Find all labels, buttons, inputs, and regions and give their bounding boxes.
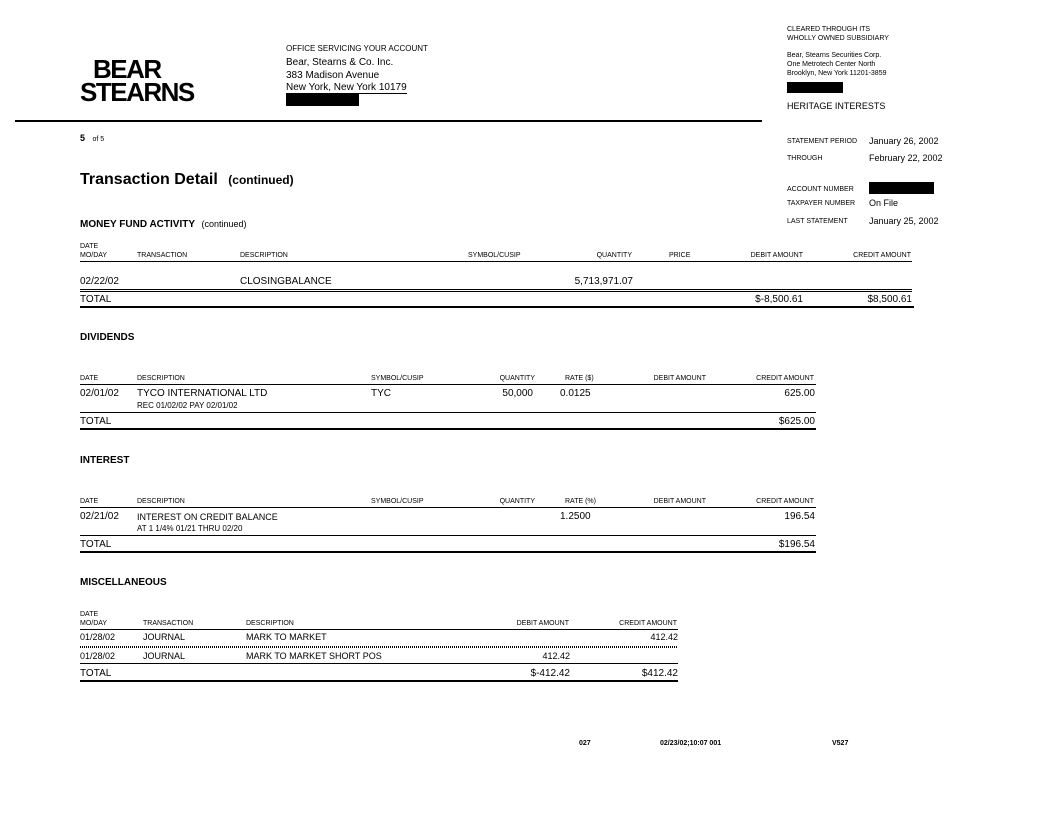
account-number-redacted xyxy=(869,182,934,194)
logo-line-2: STEARNS xyxy=(80,77,194,107)
mf-row-date: 02/22/02 xyxy=(80,276,119,287)
div-row-quantity: 50,000 xyxy=(502,388,533,399)
int-total-rule xyxy=(80,551,816,553)
div-row-description: TYCO INTERNATIONAL LTD xyxy=(137,388,268,399)
footer-code-2: 02/23/02;10:07 001 xyxy=(660,740,722,747)
mf-header-description: DESCRIPTION xyxy=(240,252,288,259)
taxpayer-value: On File xyxy=(869,198,899,208)
div-header-credit: CREDIT AMOUNT xyxy=(756,375,814,382)
misc-header-transaction: TRANSACTION xyxy=(143,620,194,627)
office-line-3: New York, New York 10179 xyxy=(286,82,407,93)
mf-header-transaction: TRANSACTION xyxy=(137,252,188,259)
statement-period-value: January 26, 2002 xyxy=(869,136,939,146)
mf-row-rule-2 xyxy=(80,291,912,292)
div-header-debit: DEBIT AMOUNT xyxy=(653,375,706,382)
clearing-line-1: CLEARED THROUGH ITS xyxy=(787,26,871,33)
int-header-date: DATE xyxy=(80,498,99,505)
div-header-rule xyxy=(80,384,816,385)
int-total-label: TOTAL xyxy=(80,539,112,550)
int-total-credit: $196.54 xyxy=(778,539,815,550)
mf-header-debit: DEBIT AMOUNT xyxy=(750,252,803,259)
taxpayer-label: TAXPAYER NUMBER xyxy=(787,200,856,207)
mf-total-rule xyxy=(80,306,914,308)
money-fund-title xyxy=(80,214,247,232)
int-row-rate: 1.2500 xyxy=(560,511,591,522)
misc-row-2-debit: 412.42 xyxy=(542,651,570,661)
misc-header-moday: MO/DAY xyxy=(80,620,108,627)
mf-header-moday: MO/DAY xyxy=(80,252,108,259)
misc-row-rule xyxy=(80,663,678,664)
footer-code-1: 027 xyxy=(579,740,591,747)
int-header-description: DESCRIPTION xyxy=(137,498,185,505)
mf-header-price: PRICE xyxy=(669,252,691,259)
div-header-description: DESCRIPTION xyxy=(137,375,185,382)
page-number xyxy=(80,128,104,146)
div-row-symbol: TYC xyxy=(371,388,391,399)
div-total-rule xyxy=(80,428,816,430)
mf-header-credit: CREDIT AMOUNT xyxy=(853,252,911,259)
last-statement-label: LAST STATEMENT xyxy=(787,218,848,225)
misc-row-separator xyxy=(80,646,678,648)
misc-header-credit: CREDIT AMOUNT xyxy=(619,620,677,627)
mf-header-date: DATE xyxy=(80,243,99,250)
int-header-debit: DEBIT AMOUNT xyxy=(653,498,706,505)
div-header-rate: RATE ($) xyxy=(565,375,594,382)
misc-total-debit: $-412.42 xyxy=(530,668,570,679)
title-sub: (continued) xyxy=(228,173,294,187)
div-row-description-2: REC 01/02/02 PAY 02/01/02 xyxy=(137,401,238,410)
logo-line-1: BEAR xyxy=(93,54,161,84)
clearing-line-4: One Metrotech Center North xyxy=(787,61,876,68)
div-row-date: 02/01/02 xyxy=(80,388,119,399)
div-header-date: DATE xyxy=(80,375,99,382)
int-header-credit: CREDIT AMOUNT xyxy=(756,498,814,505)
misc-total-credit: $412.42 xyxy=(641,668,678,679)
office-heading: OFFICE SERVICING YOUR ACCOUNT xyxy=(286,44,428,53)
redacted-block xyxy=(787,82,843,93)
misc-row-2-transaction: JOURNAL xyxy=(143,651,186,661)
div-total-label: TOTAL xyxy=(80,416,112,427)
page-of: of 5 xyxy=(92,136,105,143)
misc-row-1-transaction: JOURNAL xyxy=(143,632,186,642)
int-row-description-2: AT 1 1/4% 01/21 THRU 02/20 xyxy=(137,524,243,533)
bear-stearns-logo xyxy=(80,54,194,107)
misc-title: MISCELLANEOUS xyxy=(80,577,167,588)
through-value: February 22, 2002 xyxy=(869,153,943,163)
mf-total-debit: $-8,500.61 xyxy=(755,294,803,305)
int-header-rate: RATE (%) xyxy=(565,498,596,505)
div-row-credit: 625.00 xyxy=(784,388,815,399)
money-fund-title-sub: (continued) xyxy=(201,219,247,229)
misc-row-2-description: MARK TO MARKET SHORT POS xyxy=(246,651,382,661)
misc-total-label: TOTAL xyxy=(80,668,112,679)
header-rule xyxy=(15,120,762,122)
page-num: 5 xyxy=(80,133,86,143)
mf-row-quantity: 5,713,971.07 xyxy=(574,276,633,287)
div-total-credit: $625.00 xyxy=(778,416,815,427)
through-label: THROUGH xyxy=(787,155,823,162)
misc-row-2-date: 01/28/02 xyxy=(80,651,116,661)
mf-header-symbol: SYMBOL/CUSIP xyxy=(468,252,521,259)
statement-period-label: STATEMENT PERIOD xyxy=(787,138,858,145)
int-header-quantity: QUANTITY xyxy=(499,498,535,505)
int-row-rule xyxy=(80,535,816,536)
page-title xyxy=(80,171,294,189)
clearing-line-5: Brooklyn, New York 11201-3859 xyxy=(787,70,887,77)
title-main: Transaction Detail xyxy=(80,171,218,188)
misc-header-debit: DEBIT AMOUNT xyxy=(516,620,569,627)
mf-total-label: TOTAL xyxy=(80,294,112,305)
div-row-rate: 0.0125 xyxy=(560,388,591,399)
misc-header-description: DESCRIPTION xyxy=(246,620,294,627)
div-header-symbol: SYMBOL/CUSIP xyxy=(371,375,424,382)
div-header-quantity: QUANTITY xyxy=(499,375,535,382)
footer-code-3: V527 xyxy=(832,740,849,747)
office-line-1: Bear, Stearns & Co. Inc. xyxy=(286,57,394,68)
dividends-title: DIVIDENDS xyxy=(80,332,135,343)
mf-header-quantity: QUANTITY xyxy=(596,252,632,259)
misc-total-rule xyxy=(80,680,678,682)
misc-row-1-date: 01/28/02 xyxy=(80,632,116,642)
redacted-block xyxy=(286,94,359,106)
money-fund-title-main: MONEY FUND ACTIVITY xyxy=(80,219,196,230)
int-row-description: INTEREST ON CREDIT BALANCE xyxy=(137,512,278,522)
int-row-date: 02/21/02 xyxy=(80,511,119,522)
int-row-credit: 196.54 xyxy=(784,511,815,522)
last-statement-value: January 25, 2002 xyxy=(869,216,939,226)
mf-total-credit: $8,500.61 xyxy=(867,294,912,305)
mf-header-rule xyxy=(80,261,912,262)
mf-row-description: CLOSINGBALANCE xyxy=(240,276,332,287)
misc-row-1-description: MARK TO MARKET xyxy=(246,632,327,642)
int-header-rule xyxy=(80,507,816,508)
office-line-2: 383 Madison Avenue xyxy=(286,70,380,81)
interest-title: INTEREST xyxy=(80,455,130,466)
mf-row-rule xyxy=(80,289,912,290)
misc-header-rule xyxy=(80,629,678,630)
clearing-line-3: Bear, Stearns Securities Corp. xyxy=(787,52,882,59)
account-name: HERITAGE INTERESTS xyxy=(787,101,886,111)
div-row-rule xyxy=(80,412,816,413)
int-header-symbol: SYMBOL/CUSIP xyxy=(371,498,424,505)
clearing-line-2: WHOLLY OWNED SUBSIDIARY xyxy=(787,35,889,42)
account-number-label: ACCOUNT NUMBER xyxy=(787,186,854,193)
misc-header-date: DATE xyxy=(80,611,99,618)
misc-row-1-credit: 412.42 xyxy=(650,632,678,642)
